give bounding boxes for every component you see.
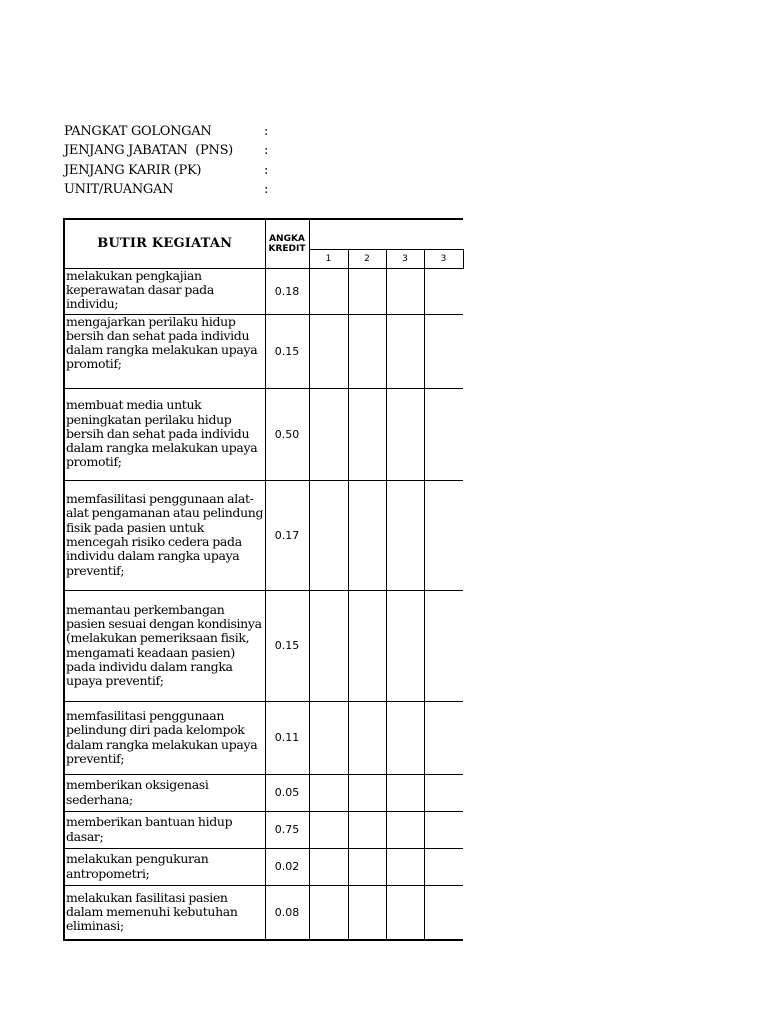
activity-credit: 0.08	[265, 885, 309, 940]
score-cell[interactable]	[348, 268, 386, 314]
score-cell[interactable]	[309, 388, 348, 480]
score-cell[interactable]	[348, 388, 386, 480]
score-cell[interactable]	[424, 885, 463, 940]
info-colon: :	[264, 124, 269, 139]
score-cell[interactable]	[348, 701, 386, 774]
header-angka-kredit-text: ANGKA KREDIT	[268, 233, 306, 254]
activity-description: mengajarkan perilaku hidup bersih dan sehat pada individu dalam rangka melakukan upaya promotif;	[64, 314, 265, 388]
score-cell[interactable]	[386, 701, 424, 774]
header-col-4: 3	[424, 249, 463, 268]
activity-credit: 0.11	[265, 701, 309, 774]
activity-description: melakukan pengukuran antropometri;	[64, 848, 265, 885]
table-row	[64, 848, 463, 885]
table-row	[64, 314, 463, 388]
activity-credit: 0.17	[265, 480, 309, 590]
info-row-jenjang-karir	[64, 161, 274, 180]
score-cell[interactable]	[309, 590, 348, 701]
activity-credit: 0.18	[265, 268, 309, 314]
score-cell[interactable]	[386, 388, 424, 480]
header-col-1: 1	[309, 249, 348, 268]
score-cell[interactable]	[386, 774, 424, 811]
employee-info	[64, 122, 274, 199]
info-row-pangkat	[64, 122, 274, 141]
header-col-3: 3	[386, 249, 424, 268]
info-label: PANGKAT GOLONGAN	[64, 124, 212, 139]
activity-description: melakukan pengkajian keperawatan dasar pada individu;	[64, 268, 265, 314]
activity-description: memfasilitasi penggunaan alat-alat pengamanan atau pelindung fisik pada pasien untuk mencegah risiko cedera pada individu dalam rangka upaya preventif;	[64, 480, 265, 590]
score-cell[interactable]	[309, 314, 348, 388]
score-cell[interactable]	[309, 885, 348, 940]
score-cell[interactable]	[386, 848, 424, 885]
info-colon: :	[264, 181, 269, 197]
info-label: UNIT/RUANGAN	[64, 181, 174, 197]
score-cell[interactable]	[348, 885, 386, 940]
score-cell[interactable]	[386, 811, 424, 848]
activity-description: memfasilitasi penggunaan pelindung diri pada kelompok dalam rangka melakukan upaya preventif;	[64, 701, 265, 774]
info-row-unit	[64, 180, 274, 199]
info-colon: :	[264, 143, 269, 159]
table-row	[64, 590, 463, 701]
activity-credit: 0.02	[265, 848, 309, 885]
score-cell[interactable]	[424, 314, 463, 388]
score-cell[interactable]	[309, 848, 348, 885]
score-cell[interactable]	[386, 480, 424, 590]
score-cell[interactable]	[424, 480, 463, 590]
info-label: JENJANG KARIR (PK)	[64, 162, 202, 178]
header-angka-kredit	[265, 219, 309, 268]
table-header-row	[64, 219, 463, 249]
score-cell[interactable]	[309, 811, 348, 848]
score-cell[interactable]	[348, 314, 386, 388]
score-cell[interactable]	[348, 848, 386, 885]
score-cell[interactable]	[424, 811, 463, 848]
table-row	[64, 268, 463, 314]
score-cell[interactable]	[309, 774, 348, 811]
score-cell[interactable]	[424, 848, 463, 885]
score-cell[interactable]	[424, 774, 463, 811]
table-row	[64, 701, 463, 774]
activity-description: membuat media untuk peningkatan perilaku hidup bersih dan sehat pada individu dalam rangka melakukan upaya promotif;	[64, 388, 265, 480]
table-row	[64, 811, 463, 848]
activity-description: memberikan bantuan hidup dasar;	[64, 811, 265, 848]
score-cell[interactable]	[424, 590, 463, 701]
score-cell[interactable]	[348, 811, 386, 848]
table-row	[64, 774, 463, 811]
header-butir-kegiatan: BUTIR KEGIATAN	[64, 219, 265, 268]
score-cell[interactable]	[309, 268, 348, 314]
activity-description: memantau perkembangan pasien sesuai dengan kondisinya (melakukan pemeriksaan fisik, mengamati keadaan pasien) pada individu dalam rangka upaya preventif;	[64, 590, 265, 701]
score-cell[interactable]	[386, 268, 424, 314]
score-cell[interactable]	[309, 701, 348, 774]
info-label: JENJANG JABATAN (PNS)	[64, 143, 233, 159]
score-cell[interactable]	[309, 480, 348, 590]
header-period-blank	[309, 219, 463, 249]
score-cell[interactable]	[424, 268, 463, 314]
score-cell[interactable]	[386, 590, 424, 701]
table-row	[64, 388, 463, 480]
activity-credit: 0.05	[265, 774, 309, 811]
activity-credit: 0.75	[265, 811, 309, 848]
score-cell[interactable]	[424, 701, 463, 774]
header-col-2: 2	[348, 249, 386, 268]
activity-credit: 0.15	[265, 590, 309, 701]
score-cell[interactable]	[386, 314, 424, 388]
activity-credit: 0.15	[265, 314, 309, 388]
score-cell[interactable]	[348, 774, 386, 811]
activity-description: melakukan fasilitasi pasien dalam memenuhi kebutuhan eliminasi;	[64, 885, 265, 940]
score-cell[interactable]	[386, 885, 424, 940]
activity-description: memberikan oksigenasi sederhana;	[64, 774, 265, 811]
activity-credit: 0.50	[265, 388, 309, 480]
table-row	[64, 480, 463, 590]
score-cell[interactable]	[348, 590, 386, 701]
score-cell[interactable]	[424, 388, 463, 480]
score-cell[interactable]	[348, 480, 386, 590]
table-row	[64, 885, 463, 940]
activity-table	[63, 218, 464, 941]
info-row-jenjang-jabatan	[64, 141, 274, 160]
info-colon: :	[264, 162, 269, 178]
